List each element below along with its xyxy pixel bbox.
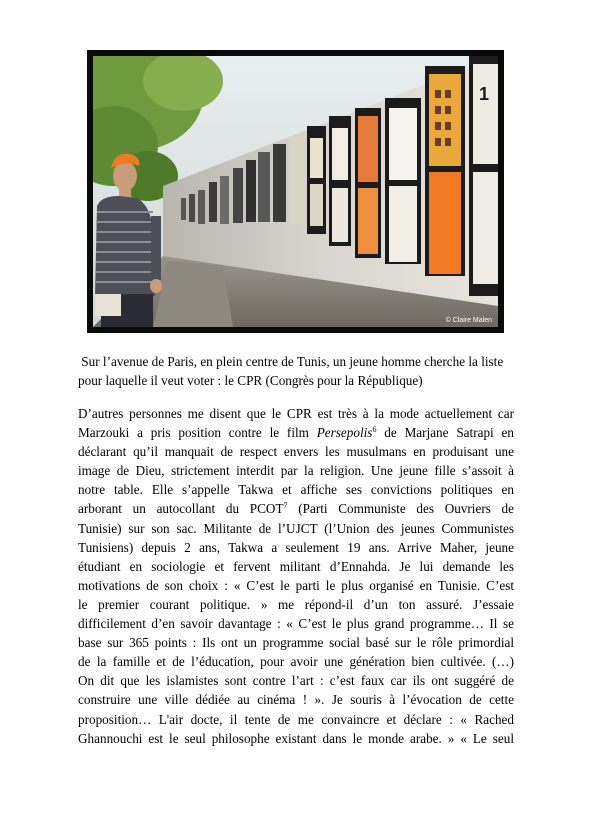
text-line: On dit que les islamistes sont contre l’art : c’est faux car ils ont suggéré de — [78, 673, 514, 689]
photo-caption: Sur l’avenue de Paris, en plein centre de Tunis, un jeune homme cherche la liste pour laquelle il veut voter : le CPR (Congrès pour la République) — [78, 354, 507, 388]
text-line: D’autres personnes me disent que le CPR est très à la mode actuellement car — [78, 406, 514, 421]
photo-illustration — [93, 56, 498, 327]
photo-credit: © Claire Malen — [445, 317, 492, 324]
text-line: Tunisie) sur son sac. Militante de l’UJCT (l’Union des jeunes Communistes — [78, 520, 514, 536]
text-line: déclarant qu’il manquait de respect envers les musulmans en produisant une — [78, 444, 514, 460]
text-line: Tunisiens) depuis 2 ans, Takwa a seulement 19 ans. Arrive Maher, jeune — [78, 539, 514, 555]
film-title: Persepolis — [316, 425, 373, 441]
footnote-ref[interactable]: 6 — [372, 425, 377, 435]
text-line: notre table. Elle s’appelle Takwa et affiche ses convictions politiques en — [78, 482, 514, 498]
article-body — [78, 404, 514, 748]
text-line: proposition… L'air docte, il tente de me convaincre et déclare : « Rached — [78, 711, 514, 727]
text-line: construire une ville dédiée au cinéma ! ». Je souris à l’évocation de cette — [78, 692, 514, 708]
poster-number: 1 — [479, 84, 490, 104]
street-photo — [87, 50, 504, 333]
text-line: de la famille et de l’éducation, pour avoir une génération bien cultivée. (…) — [78, 654, 514, 670]
text-line: motivations de son choix : « C’est le parti le plus organisé en Tunisie. C’est — [78, 577, 514, 593]
text-line: le premier courant politique. » me répond-il d’un ton assuré. J’essaie — [78, 596, 514, 612]
footnote-ref[interactable]: 7 — [283, 501, 288, 511]
text-line: étudiant en sociologie et fervent militant d’Ennahda. Je lui demande les — [78, 558, 514, 574]
text-line: arborant un autocollant du PCOT$^7$ (Parti Communiste des Ouvriers de — [78, 501, 515, 517]
text-line: difficilement d’en savoir davantage : « C’est le plus grand programme… Il se — [78, 616, 514, 632]
text-line: Marzouki a pris position contre le film Persepolis$^6$ de Marjane Satrapi en — [78, 425, 514, 441]
text-line: Ghannouchi est le seul philosophe existant dans le monde arabe. » « Le seul — [78, 730, 514, 746]
text-line: image de Dieu, strictement interdit par la religion. Une jeune fille s’assoit à — [78, 463, 514, 479]
text-line: base sur 365 points : Ils ont un programme social basé sur le rôle primordial — [78, 635, 514, 651]
